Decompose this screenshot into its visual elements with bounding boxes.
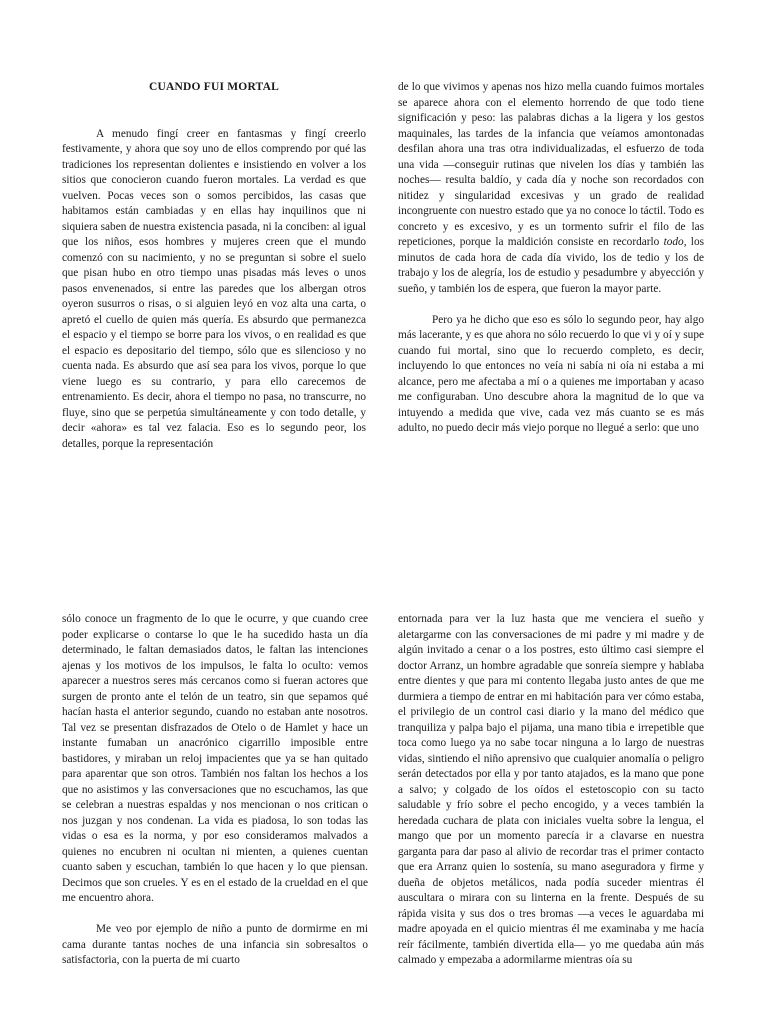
- paragraph: Pero ya he dicho que eso es sólo lo segundo peor, hay algo más lacerante, y es que ahora no sólo recuerdo lo que vi y oí y supe cuando fui mortal, sino que lo recuerdo completo, es decir, incluyendo lo que entonces no veía ni sabía ni oía ni estaba a mi alcance, pero me afectaba a mí o a quienes me importaban y acaso me configuraban. Uno descubre ahora la magnitud de lo que va intuyendo a medida que vive, cada vez más cuanto se es más adulto, no puedo decir más viejo porque no llegué a serlo: que uno: [398, 313, 704, 434]
- paragraph: A menudo fingí creer en fantasmas y fingí creerlo festivamente, y ahora que soy uno de ellos comprendo por qué las tradiciones los representan dolientes e insistiendo en volver a los sitios que conocieron cuando fueron mortales. La verdad es que vuelven. Pocas veces son o somos percibidos, las casas que habitamos están cambiadas y en ellas hay inquilinos que ni siquiera saben de nuestra existencia pasada, ni la conciben: al igual que los niños, esos hombres y mujeres creen que el mundo comenzó con su nacimiento, y no se preguntan si sobre el suelo que pisan hubo en otro tiempo unas pisadas más leves o unos pasos envenenados, si entre las paredes que los albergan otros oyeron susurros o risas, o si alguien leyó en voz alta una carta, o apretó el cuello de quien más quería. Es absurdo que permanezca el espacio y el tiempo se borre para los vivos, o en realidad es que el espacio es depositario del tiempo, sólo que es silencioso y no cuenta nada. Es absurdo que así sea para los vivos, porque lo que viene luego es su contrario, y para ello carecemos de entrenamiento. Es decir, ahora el tiempo no pasa, no transcurre, no fluye, sino que se perpetúa simultáneamente y con todo detalle, y decir «ahora» es tal vez falacia. Eso es lo segundo peor, los detalles, porque la representación: [62, 127, 366, 450]
- page-bottom: [0, 512, 768, 1024]
- paragraph: entornada para ver la luz hasta que me venciera el sueño y aletargarme con las conversaciones de mi padre y mi madre y de algún invitado a cenar o a los postres, esto último casi siempre el doctor Arranz, un hombre agradable que sonreía siempre y hablaba entre dientes y que para mi contento llegaba justo antes de que me durmiera a tiempo de entrar en mi habitación para ver cómo estaba, el privilegio de un control casi diario y la mano del médico que tranquiliza y palpa bajo el pijama, una mano tibia e irrepetible que toca como luego ya no sabe tocar ninguna a lo largo de nuestras vidas, sintiendo el niño aprensivo que cualquier anomalía o peligro serán detectados por ella y por tanto atajados, es la mano que pone a salvo; y colgado de los oídos el estetoscopio con su tacto saludable y frío sobre el pecho encogido, y a veces también la heredada cuchara de plata con iniciales vuelta sobre la lengua, el mango que por un momento parecía ir a clavarse en nuestra garganta para dar paso al alivio de recordar tras el primer contacto que era Arranz quien lo sostenía, su mano aseguradora y firme y dueña de objetos metálicos, nada podía suceder mientras él auscultara o mirara con su linterna en la frente. Después de su rápida visita y sus dos o tres bromas —a veces le aguardaba mi madre apoyada en el quicio mientras él me examinaba y me hacía reír fácilmente, también divertida ella— yo me quedaba aún más calmado y empezaba a adormilarme mientras oía su: [398, 613, 704, 966]
- column-top-right: [398, 80, 704, 437]
- italic-word: todo: [663, 236, 684, 248]
- paragraph-text: de lo que vivimos y apenas nos hizo mella cuando fuimos mortales se aparece ahora con el elemento horrendo de que todo tiene significación y peso: las palabras dichas a la ligera y los gestos maquinales, las tardes de la infancia que veíamos amontonadas desfilan ahora una tras otra individualizadas, el esfuerzo de toda una vida —conseguir rutinas que nivelen los días y también las noches— resulta baldío, y cada día y noche son recordados con nitidez y singularidad excesivas y un grado de realidad incongruente con nuestro estado que ya no conoce lo táctil. Todo es concreto y es excesivo, y es un tormento sufrir el filo de las repeticiones, porque la maldición consiste en recordarlo: [398, 81, 704, 248]
- paragraph-text: , los minutos de cada hora de cada día vivido, los de tedio y los de trabajo y los de alegría, los de estudio y pesadumbre y abyección y sueño, y también los de espera, que fueron la mayor parte.: [398, 236, 704, 295]
- column-bottom-right: [398, 612, 704, 969]
- paragraph: [398, 80, 704, 297]
- paragraph: sólo conoce un fragmento de lo que le ocurre, y que cuando cree poder explicarse o contarse lo que le ha sucedido hasta un día determinado, le faltan demasiados datos, le faltan las intenciones ajenas y los motivos de los impulsos, le falta lo oculto: vemos aparecer a nuestros seres más cercanos como si fueran actores que surgen de pronto ante el telón de un teatro, sin que sepamos qué hacían hasta el anterior segundo, cuando no estaban ante nosotros. Tal vez se presentan disfrazados de Otelo o de Hamlet y hace un instante fumaban un anacrónico cigarrillo imposible entre bastidores, y miraban un reloj impacientes que ya se han quitado para aparentar que son otros. También nos faltan los hechos a los que no asistimos y las conversaciones que no escuchamos, las que se celebran a nuestras espaldas y nos mencionan o nos critican o nos juzgan y nos condenan. La vida es piadosa, lo son todas las vidas o esa es la norma, y por eso consideramos malvados a quienes no encubren ni ocultan ni mienten, a quienes cuentan cuanto saben y escuchan, también lo que hacen y lo que piensan. Decimos que son crueles. Y es en el estado de la crueldad en el que me encuentro ahora.: [62, 613, 368, 904]
- column-top-left: [62, 80, 366, 452]
- column-bottom-left: [62, 612, 368, 969]
- paragraph: Me veo por ejemplo de niño a punto de dormirme en mi cama durante tantas noches de una infancia sin sobresaltos o satisfactoria, con la puerta de mi cuarto: [62, 923, 368, 966]
- chapter-title: CUANDO FUI MORTAL: [149, 81, 279, 93]
